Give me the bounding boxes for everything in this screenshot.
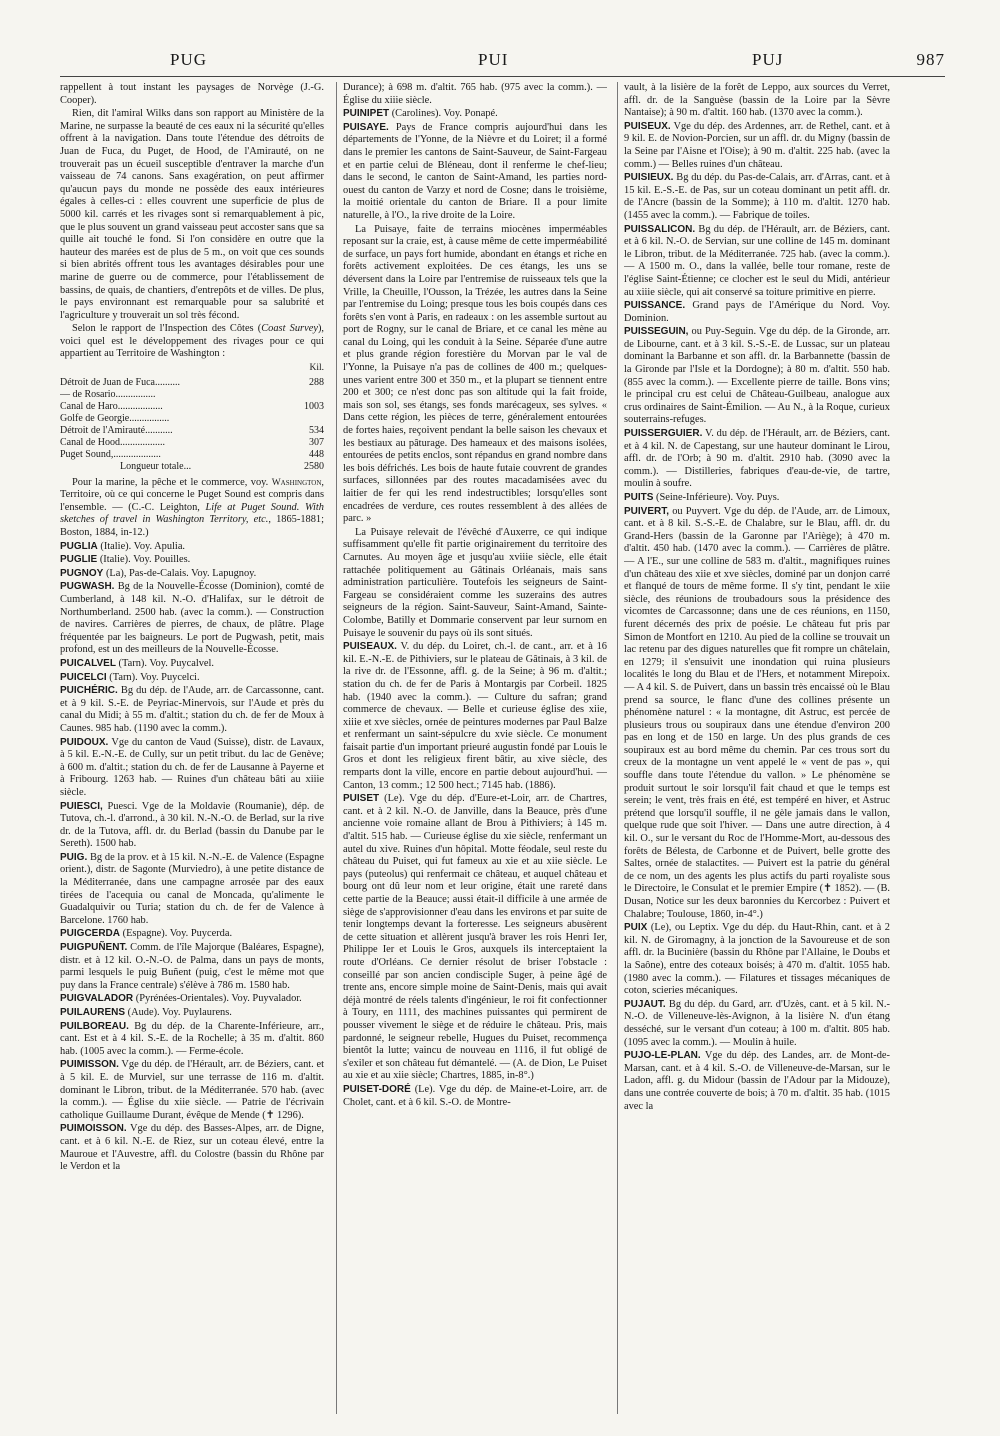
entry-headword: PUISIEUX. bbox=[624, 172, 674, 184]
entry-text: Bg de la prov. et à 15 kil. N.-N.-E. de Valence (Espagne orient.), distr. de Sagonte (Murviedro), à une petite distance de la Méditerranée, dans une campagne arrosée par des eaux tirées de l'acequia ou canal de Moncada, qu'alimente le Guadalquivir ou Turia; station du ch. de fer de Valence à Barcelone. 1760 hab. bbox=[60, 851, 324, 926]
entry-text: Bg du dép. de l'Hérault, arr. de Béziers, cant. et à 6 kil. N.-O. de Servian, sur une colline de 145 m. dominant le Libron, tribut. de la Méditerranée. 725 hab. (avec la comm.). — A 1500 m. O., dans la vallée, belle tour romane, reste de l'église Saint-Étienne; ce clocher est le seul du Midi, antérieur au xiiie siècle, qui ait conservé sa toiture primitive en pierre. bbox=[624, 223, 890, 298]
entry bbox=[624, 121, 890, 171]
entry bbox=[624, 922, 890, 998]
paragraph: vault, à la lisière de la forêt de Leppo, aux sources du Verret, affl. dr. de la Sanguèse (bassin de la Loire par la Sèvre Nantaise); à 90 m. d'altit. 160 hab. (1370 avec la comm.). bbox=[624, 82, 890, 119]
paragraph: La Puisaye relevait de l'évêché d'Auxerre, ce qui indique suffisamment qu'elle fit partie originairement du territoire des Carnutes. Au moyen âge et jusqu'au xviiie siècle, elle était rattachée politiquement au Gâtinais Orléanais, mais sans administration particulière. Toutefois les seigneurs de Saint-Fargeau se considéraient comme les suzerains des autres seigneurs de la région. Saint-Sauveur, Saint-Amand, Sainte-Colombe, Batilly et Dommarie conservent par leur surnom en Puisaye le souvenir du pays où ils sont situés. bbox=[343, 526, 607, 639]
paragraph-text: Pour la marine, la pêche et le commerce, voy. bbox=[72, 476, 272, 488]
entry-headword: PUINIPET bbox=[343, 108, 390, 120]
table-total-row bbox=[60, 461, 324, 473]
entry-headword: PUILAURENS bbox=[60, 1007, 126, 1018]
table-cell: 288 bbox=[309, 376, 324, 388]
entry-text: Vge du dép. de l'Hérault, arr. de Béziers, cant. et à 5 kil. E. de Murviel, sur une terrasse de 116 m. d'altit. dominant le Libron, tribut. de la Méditerranée. 570 hab. (avec la comm.). — Église du xiie siècle. — Patrie de l'écrivain catholique Guillaume Durant, évêque de Mende (✝ 1296). bbox=[60, 1059, 324, 1121]
entry bbox=[624, 999, 890, 1049]
table-cell: 448 bbox=[309, 448, 324, 460]
entry-text: (Carolines). Voy. Ponapé. bbox=[389, 108, 498, 120]
table-row bbox=[60, 449, 324, 461]
entry bbox=[624, 1050, 890, 1113]
entry-headword: PUIMOISSON. bbox=[60, 1123, 127, 1135]
entry-headword: PUILBOREAU. bbox=[60, 1020, 129, 1032]
entry-headword: PUISAYE. bbox=[343, 121, 389, 133]
entry-headword: PUICHÉRIC. bbox=[60, 685, 118, 697]
entry-text: (Tarn). Voy. Puycalvel. bbox=[115, 657, 214, 669]
entry-headword: PUGWASH. bbox=[60, 581, 115, 593]
entry-headword: PUIVERT, bbox=[624, 505, 670, 517]
entry bbox=[624, 172, 890, 222]
table-cell: 307 bbox=[309, 436, 324, 448]
table-cell: 534 bbox=[309, 424, 324, 436]
table-cell: Longueur totale... bbox=[120, 460, 192, 472]
entry bbox=[60, 928, 324, 941]
entry-text: ou Puyvert. Vge du dép. de l'Aude, arr. de Limoux, cant. et à 8 kil. S.-S.-E. de Chalabre, sur le Blau, affl. dr. du Grand-Hers (bassin de la Garonne par l'Ariège); à 470 m. d'altit. 450 hab. (1470 avec la comm.). — Carrières de plâtre. — A l'E., sur une colline de 583 m. d'altit., magnifiques ruines d'un château des xiie et xve siècles, dominé par un donjon carré et flanqué de tours de même forme. Il s'y tint, pendant le xiie siècle, des réunions de troubadours sous la présidence des vicomtes de Carcassonne; dans une de ces réunions, en 1150, furent décernés des prix de poésie. Le château fut pris par Simon de Montfort en 1210. Au pied de la colline se trouvait un lac retenu par des digues naturelles que fit rompre un châtelain, en 1279; il s'ensuivit une inondation qui ruina plusieurs localités le long du Blau et de l'Hers, et notamment Mirepoix. — A 4 kil. S. de Puivert, dans un bassin très encaissé où le Blau prend sa source, le flanc d'une des collines présente un phénomène naturel : « la montagne, dit Astruc, est percée de plusieurs trous ou soupiraux dans une étendue d'environ 200 pas en long et de 150 en large. Un des plus grands de ces soupiraux est au bord même du chemin. Par ces trous sort du creux de la montagne un vent appelé le « vent de pas », qui souffle dans toute l'étendue du vallon. » Le phénomène se produit surtout le soir lorsqu'il fait chaud et que le temps est serein; le vent, très frais en été, est tempéré en hiver, et Astruc prétend que lorsqu'il souffle, il ne gèle jamais dans le vallon, quelque rude que soit l'hiver. — Dans une autre direction, à 4 kil. O., sur le versant du Roc de l'Homme-Mort, au-dessous des forêts de Bélesta, de Carbonne et de Puivert, belle grotte des Saltes, ornée de stalactites. — Puivert est la patrie du général de ce nom, un des agents les plus actifs du parti royaliste sous le Directoire, le Consulat et le premier Empire (✝ 1852). — (B. Dusan, Notice sur les deux baronnies du Kercorbez : Puivert et Chalabre; Toulouse, 1860, in-4°.) bbox=[624, 505, 890, 920]
entry-headword: PUISET bbox=[343, 793, 380, 805]
entry-list bbox=[60, 541, 324, 1174]
entry bbox=[60, 993, 324, 1006]
entry bbox=[60, 737, 324, 800]
entry-headword: PUISSEGUIN, bbox=[624, 326, 689, 338]
table-cell: — de Rosario................ bbox=[60, 388, 156, 400]
entry-text: Bg du dép. du Gard, arr. d'Uzès, cant. et à 5 kil. N.-N.-O. de Villeneuve-lès-Avignon, à la lisière N. d'un étang desséché, sur le versant d'un coteau; à 100 m. d'altit. 805 hab. (1095 avec la comm.). — Moulin à huile. bbox=[624, 998, 890, 1048]
entry bbox=[624, 300, 890, 325]
table-row bbox=[60, 413, 324, 425]
entry-headword: PUIGVALADOR bbox=[60, 993, 134, 1005]
entry-headword: PUGNOY bbox=[60, 567, 104, 579]
paragraph: rappellent à tout instant les paysages de Norvège (J.-G. Cooper). bbox=[60, 82, 324, 106]
table-row bbox=[60, 425, 324, 437]
entry bbox=[60, 672, 324, 685]
entry-text: (Seine-Inférieure). Voy. Puys. bbox=[653, 492, 780, 503]
entry bbox=[624, 506, 890, 922]
entry-headword: PUIGPUÑENT. bbox=[60, 942, 128, 954]
entry-headword: PUITS bbox=[624, 492, 654, 503]
entry bbox=[343, 1084, 607, 1109]
entry-headword: PUISSERGUIER. bbox=[624, 428, 703, 440]
paragraph bbox=[60, 323, 324, 361]
entry-text: Vge du dép. des Landes, arr. de Mont-de-Marsan, cant. et à 4 kil. S.-O. de Villeneuve-de-Marsan, sur le Ladon, affl. g. du Midour (bassin de l'Adour par la Midouze), dans une contrée couverte de bois; à 70 m. d'altit. 35 hab. (1015 avec la bbox=[624, 1050, 890, 1112]
table-cell: Golfe de Georgie................ bbox=[60, 412, 170, 424]
entry bbox=[343, 793, 607, 1083]
entry-text: V. du dép. de l'Hérault, arr. de Béziers, cant. et à 4 kil. N. de Capestang, sur une hauteur dominant le Lirou, affl. dr. de l'Orb; à 90 m. d'altit. 2910 hab. (3090 avec la comm.). — Distilleries, fabriques d'eau-de-vie, de tartre, moulin à soufre. bbox=[624, 428, 890, 490]
entry-headword: PUGLIA bbox=[60, 540, 98, 552]
table-cell: 1003 bbox=[304, 400, 324, 412]
paragraph: La Puisaye, faite de terrains miocènes imperméables reposant sur la craie, est, à cause même de cette imperméabilité de surface, un pays fort humide, abondant en étangs et riche en forêts activement exploitées. De ces étangs, les uns se déversent dans la Loire par l'entremise de ruisseaux tels que la Vrille, la Cheuille, l'Ousson, la Trézée, les autres dans la Seine par l'entremise du Loing; presque tous les bois coupés dans ces forêts s'en vont à Paris, en radeaux : on les assemble surtout au port de Rogny, sur le canal de Briare, et ce canal les mène au canal du Loing, qui les conduit à la Seine. Séparée d'une autre et plus grande région forestière du Morvan par le val de l'Yonne, la Puisaye n'a pas de collines de 400 m.; quelques-unes varient entre 300 et 350 m., et la plupart se tiennent entre 200 et 300; ce n'est donc pas son altitude qui la fait froide, mais son sol, ses étangs, ses fonds marécageux, ses sylves. « Dans cette région, les pièces de terre, généralement entourées de fortes haies, reçoivent pendant la belle saison les chevaux et les bestiaux au pâturage. Des hameaux et des maisons isolées, entourées de petits enclos, sont répandus en grand nombre dans les bois défrichés. Les bois de haute futaie couvrent de grandes surfaces, sillonnées par des routes macadamisées avec du laitier de fer qui les rend indestructibles; lorsqu'elles sont encadrées de verdure, ces routes ressemblent à des allées de parc. » bbox=[343, 223, 607, 525]
entry bbox=[60, 801, 324, 851]
paragraph-text: ), voici quel est le développement des rivages pour ce qui appartient au Territoire de Washington : bbox=[60, 323, 324, 360]
table-unit-header: Kil. bbox=[309, 363, 324, 374]
paragraph-text: , 1865-1881; Boston, 1884, in-12.) bbox=[60, 514, 324, 539]
header-rule bbox=[60, 76, 945, 77]
entry bbox=[60, 1059, 324, 1122]
column-divider bbox=[336, 82, 337, 1414]
page-number: 987 bbox=[916, 50, 945, 69]
entry-text: (Le). Vge du dép. de Maine-et-Loire, arr. de Cholet, cant. et à 6 kil. S.-O. de Montre- bbox=[343, 1083, 607, 1108]
entry-text: (Espagne). Voy. Puycerda. bbox=[120, 928, 233, 940]
table-cell bbox=[284, 389, 324, 401]
entry-headword: PUISSALICON. bbox=[624, 223, 696, 235]
entry bbox=[60, 568, 324, 581]
table-cell: Canal de Hood.................. bbox=[60, 436, 165, 448]
header-right-word: PUJ bbox=[752, 50, 784, 69]
entry bbox=[624, 326, 890, 427]
header-center-word: PUI bbox=[478, 50, 509, 69]
paragraph bbox=[60, 477, 324, 540]
entry-text: Vge du dép. des Ardennes, arr. de Rethel, cant. et à 9 kil. E. de Novion-Porcien, sur un affl. dr. du Migny (bassin de la Seine par l'Aisne et l'Oise); à 90 m. d'altit. 225 hab. (avec la comm.) — Belles ruines d'un château. bbox=[624, 120, 890, 170]
entry-text: (Italie). Voy. Pouilles. bbox=[97, 554, 191, 566]
table-cell: Puget Sound,................... bbox=[60, 448, 161, 460]
entry-text: (La), Pas-de-Calais. Voy. Lapugnoy. bbox=[103, 567, 257, 579]
entry bbox=[60, 852, 324, 928]
entry bbox=[60, 1007, 324, 1020]
entry bbox=[624, 492, 890, 505]
entry-headword: PUIGCERDA bbox=[60, 928, 121, 940]
entry-text: (Tarn). Voy. Puycelci. bbox=[106, 671, 200, 683]
text-column-3 bbox=[624, 82, 890, 1414]
entry-headword: PUICELCI bbox=[60, 671, 107, 683]
entry-text: (Italie). Voy. Apulia. bbox=[97, 540, 186, 552]
entry-headword: PUISEUX. bbox=[624, 120, 671, 132]
entry-text: Vge du dép. des Basses-Alpes, arr. de Digne, cant. et à 6 kil. N.-E. de Riez, sur un coteau élevé, entre la Mauroue et l'Auvestre, affl. du Colostre (bassin du Rhône par le Verdon et la bbox=[60, 1123, 324, 1173]
entry bbox=[60, 541, 324, 554]
entry-headword: PUIG. bbox=[60, 851, 88, 863]
entry bbox=[60, 942, 324, 992]
entry-text: Puesci. Vge de la Moldavie (Roumanie), dép. de Tutova, ch.-l. d'arrond., à 30 kil. N.-N.-O. de Berlad, sur la rive dr. de la Tutova, affl. dr. du Berlad (bassin du Danube par le Sereth). 1500 hab. bbox=[60, 800, 324, 850]
entry bbox=[60, 581, 324, 657]
entry-text: (Pyrénées-Orientales). Voy. Puyvalador. bbox=[133, 993, 302, 1005]
entry-text: Bg du dép. de l'Aude, arr. de Carcassonne, cant. et à 9 kil. S.-E. de Peyriac-Minervois, sur l'Aude et près du canal du Midi; à 55 m. d'altit.; station du ch. de fer de Moux à Caunes. 985 hab. (1190 avec la comm.). bbox=[60, 685, 324, 734]
entry-text: (Le), ou Leptix. Vge du dép. du Haut-Rhin, cant. et à 2 kil. N. de Giromagny, à la jonction de la Savoureuse et de son affl. dr. la Bucinière (bassin du Rhône par l'Allaine, le Doubs et la Saône), entre des coteaux boisés; à 470 m. d'altit. 1055 hab. (1980 avec la comm.). — Filatures et tissages mécaniques de coton, scieries mécaniques. bbox=[624, 922, 890, 997]
entry-text: Bg du dép. du Pas-de-Calais, arr. d'Arras, cant. et à 15 kil. E.-S.-E. de Pas, sur un coteau dominant un petit affl. dr. de l'Ancre (bassin de la Somme); à 110 m. d'altit. 1270 hab. (1455 avec la comm.). — Fabrique de toiles. bbox=[624, 172, 890, 221]
entry-text: (Le). Vge du dép. d'Eure-et-Loir, arr. de Chartres, cant. et à 2 kil. N.-O. de Janville, dans la Beauce, près d'une ancienne voie romaine allant de Brou à Pithiviers; à 145 m. d'altit. 515 hab. — Curieuse église du xie siècle, renfermant un autel du xive. Ruines d'un hôpital. Motte féodale, seul reste du château du Puiset, qui fut fameux au xie et au xiie siècle. Le pays (puteolus) qui renfermait ce château, et auquel château et bourg ont dû leur nom et leur origine, était une rareté dans cette partie de la Beauce; aussi était-il difficile à une armée de siège de s'approvisionner d'eau dans les environs et par suite de tenir longtemps devant la forteresse. Les seigneurs abusèrent de cette situation et allèrent jusqu'à braver les rois Henri Ier, Philippe Ier et Louis le Gros, auxquels ils interceptaient la route d'Orléans. Ce dernier résolut de briser l'obstacle : conseillé par son ancien condisciple Suger, à peine âgé de trente ans, encore simple moine de Saint-Denis, mais qui avait déjà montré de réels talents d'ingénieur, le roi fit confectionner à Toury, en 1111, des machines puissantes qui permirent de pousser vivement le siège et de réduire le château. Pris, mais pardonné, le seigneur rebelle, Hugues du Puiset, recommença bientôt la lutte; vaincu de nouveau en 1116, il fut obligé de s'exiler et son château fut démantelé. — (A. de Dion, Le Puiset au xie et au xiie siècle; Chartres, 1885, in-8°.) bbox=[343, 793, 607, 1082]
entry-text: Bg de la Nouvelle-Écosse (Dominion), comté de Cumberland, à 148 kil. N.-O. d'Halifax, sur le détroit de Northumberland. 2500 hab. (avec la comm.). — Construction de navires. Carrières de pierres, de chaux, de plâtre. Plage fréquentée par les baigneurs. Le port de Pugwash, petit, mais profond, est un des meilleurs de la Nouvelle-Écosse. bbox=[60, 581, 324, 656]
book-title: Life at Puget Sound. With sketches of travel in Washington Territory, etc. bbox=[60, 501, 324, 526]
entry-headword: PUIX bbox=[624, 922, 648, 934]
entry-headword: PUISSANCE. bbox=[624, 300, 686, 312]
coastline-table bbox=[60, 377, 324, 473]
entry bbox=[60, 685, 324, 735]
table-cell bbox=[284, 413, 324, 425]
table-row bbox=[60, 401, 324, 413]
text-column-2 bbox=[343, 82, 607, 1414]
entry-text: Vge du canton de Vaud (Suisse), distr. de Lavaux, à 5 kil. E.-N.-E. de Cully, sur un petit tribut. du lac de Genève; à 600 m. d'altit.; station du ch. de fer de Lausanne à Payerne et à Fribourg. 1263 hab. — Ruines d'un château bâti au xiiie siècle. bbox=[60, 736, 324, 798]
table-cell: Canal de Haro.................. bbox=[60, 400, 163, 412]
table-row bbox=[60, 377, 324, 389]
entry-headword: PUIMISSON. bbox=[60, 1059, 119, 1071]
entry bbox=[624, 224, 890, 300]
entry-text: Bg du dép. de la Charente-Inférieure, arr., cant. Est et à 4 kil. S.-E. de la Rochelle; à 35 m. d'altit. 860 hab. (1005 avec la comm.). — Ferme-école. bbox=[60, 1020, 324, 1057]
entry bbox=[343, 122, 607, 223]
entry bbox=[624, 428, 890, 491]
entry-headword: PUIDOUX. bbox=[60, 736, 109, 748]
entry-text: ou Puy-Seguin. Vge du dép. de la Gironde, arr. de Libourne, cant. et à 3 kil. S.-S.-E. de Lussac, sur un plateau dominant la Barbanne et son affl. dr. la Barbannette (bassin de la Gironde par l'Isle et la Dordogne); à 80 m. d'altit. 550 hab. (855 avec la comm.). — Excellente pierre de taille. Bons vins; le principal cru est celui de Château-Guilbeau, analogue aux crus ordinaires de Saint-Émilion. — Au N., à la Roque, curieux souterrains-refuges. bbox=[624, 326, 890, 426]
text-column-1 bbox=[60, 82, 324, 1414]
italic-term: Coast Survey bbox=[261, 323, 318, 335]
entry-text: Pays de France compris aujourd'hui dans les départements de l'Yonne, de la Nièvre et du Loiret; il a formé dans le premier les cantons de Saint-Sauveur, de Saint-Fargeau et en partie celui de Bléneau, dont il renferme le chef-lieu; dans le second, le canton de Saint-Amand, les parties nord-ouest du canton de Varzy et nord de Cosne; dans le troisième, la moitié orientale du canton de Briare. Il a pour limite naturelle, à l'O., la rive droite de la Loire. bbox=[343, 121, 607, 221]
entry-text: (Aude). Voy. Puylaurens. bbox=[125, 1007, 232, 1018]
paragraph: Rien, dit l'amiral Wilks dans son rapport au Ministère de la Marine, ne surpasse la beauté de ces eaux ni la sécurité qu'elles offrent à la navigation. Dans toute l'étendue des détroits de Juan de Fuca, du Puget, de Hood, de l'Amirauté, on ne trouverait pas un écueil susceptible d'entraver la marche d'un vaisseau de 74 canons. Sans exagération, on peut affirmer qu'aucun pays du monde ne possède des eaux intérieures égales à celles-ci : elles couvrent une superficie de plus de 5000 kil. carrés et les rivages sont si remarquablement à pic, que le plus souvent un grand vaisseau peut accoster sans que sa quille ait touché le fond. Si l'on considère en outre que la hauteur des marées est de plus de 5 m., on voit que ces sounds si bien abrités offrent tous les avantages désirables pour une marine de guerre ou de commerce, pour l'établissement de bassins, de quais, de chantiers, d'entrepôts et de villes. De plus, le pays environnant est remarquable pour sa salubrité et l'agriculture y trouverait un sol très fécond. bbox=[60, 108, 324, 321]
table-cell: 2580 bbox=[304, 460, 324, 472]
entry-headword: PUISET-DORÉ bbox=[343, 1083, 411, 1095]
entry-text: Grand pays de l'Amérique du Nord. Voy. Dominion. bbox=[624, 300, 890, 324]
cross-reference: Washington bbox=[271, 477, 322, 488]
table-row bbox=[60, 389, 324, 401]
header-left-word: PUG bbox=[170, 50, 208, 69]
entry-text: Comm. de l'île Majorque (Baléares, Espagne), distr. et à 12 kil. O.-N.-O. de Palma, dans un pays de monts, parmi lesquels le puig Buñent (puig, c'est le même mot que puy dans la France centrale) s'élève à 786 m. 1580 hab. bbox=[60, 942, 324, 991]
table-row bbox=[60, 437, 324, 449]
entry-headword: PUISEAUX. bbox=[343, 641, 397, 653]
paragraph-text: Selon le rapport de l'Inspection des Côtes ( bbox=[72, 323, 262, 335]
table-cell: Détroit de Juan de Fuca.......... bbox=[60, 376, 180, 388]
entry bbox=[343, 108, 607, 121]
entry-headword: PUJAUT. bbox=[624, 998, 666, 1010]
entry bbox=[60, 1021, 324, 1059]
entry bbox=[343, 641, 607, 792]
entry bbox=[60, 554, 324, 567]
paragraph-text: , Territoire, où ce qui concerne le Puget Sound est compris dans l'ensemble. — (C.-C. Leighton, bbox=[60, 476, 324, 513]
entry-headword: PUIESCI, bbox=[60, 800, 103, 812]
entry-text: V. du dép. du Loiret, ch.-l. de cant., arr. et à 16 kil. E.-N.-E. de Pithiviers, sur le plateau de Gâtinais, à 3 kil. de la rive dr. de l'Essonne, affl. g. de la Seine; à 96 m. d'altit.; station du ch. de fer de Paris à Montargis par Corbeil. 1825 hab. (1940 avec la comm.). — Culture du safran; grand commerce de chevaux. — Belle et curieuse église des xiie, xiiie et xve siècles, ornée de peintures modernes par Paul Balze et renfermant un saint-sépulcre du xvie siècle. Ce monument faisait partie d'un important prieuré augustin fondé par Louis le Gros et dont les religieux firent bâtir, au xive siècle, des remparts dont la ville, encore en partie debout aujourd'hui. — Canton, 13 comm.; 12 500 hect.; 7145 hab. (1886). bbox=[343, 641, 607, 791]
entry bbox=[60, 658, 324, 671]
column-divider bbox=[617, 82, 618, 1414]
entry-headword: PUJO-LE-PLAN. bbox=[624, 1050, 701, 1062]
entry-headword: PUICALVEL bbox=[60, 657, 116, 669]
table-cell: Détroit de l'Amirauté........... bbox=[60, 424, 173, 436]
paragraph: Durance); à 698 m. d'altit. 765 hab. (975 avec la comm.). — Église du xiiie siècle. bbox=[343, 82, 607, 106]
entry bbox=[60, 1123, 324, 1173]
entry-headword: PUGLIE bbox=[60, 554, 98, 566]
running-header bbox=[60, 50, 945, 78]
